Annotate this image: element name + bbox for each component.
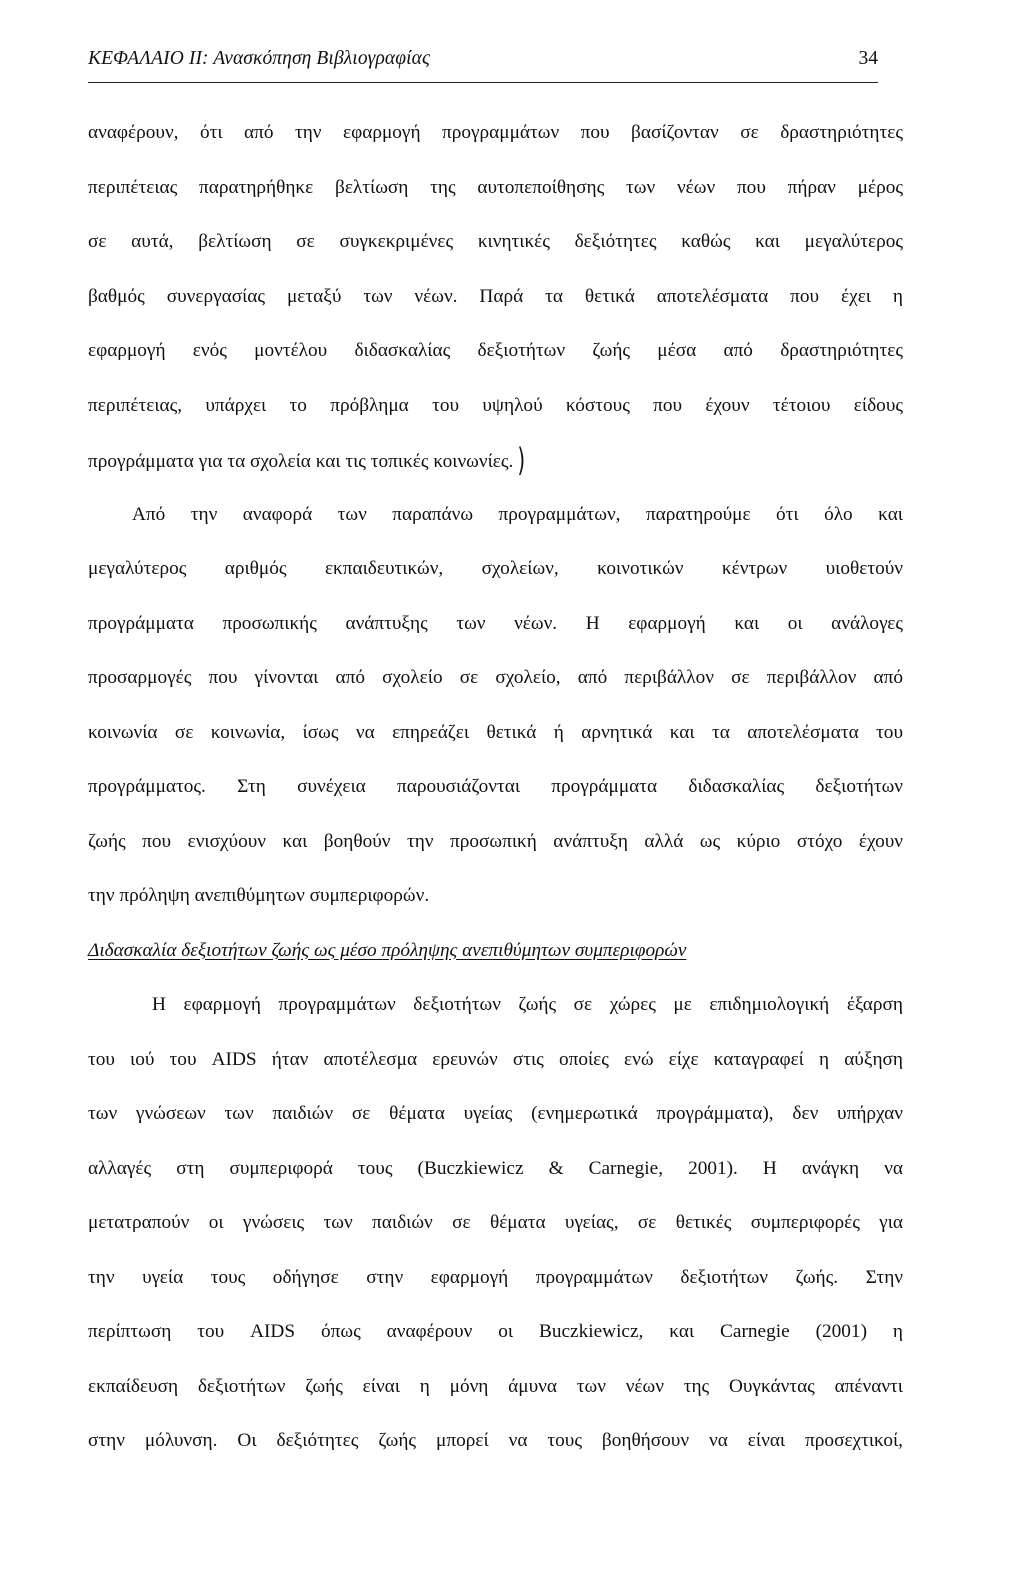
section-subheading: Διδασκαλία δεξιοτήτων ζωής ως μέσο πρόληψης ανεπιθύμητων συμπεριφορών	[88, 939, 687, 961]
handwritten-parenthesis-mark: )	[517, 440, 526, 480]
text-line: κοινωνία σε κοινωνία, ίσως να επηρεάζει θετικά ή αρνητικά και τα αποτελέσματα του	[88, 721, 903, 743]
paragraph-2	[88, 495, 903, 931]
chapter-title: ΚΕΦΑΛΑΙΟ ΙΙ: Ανασκόπηση Βιβλιογραφίας	[88, 48, 431, 69]
text-line: προγράμματος. Στη συνέχεια παρουσιάζονται προγράμματα διδασκαλίας δεξιοτήτων	[88, 776, 903, 797]
paragraph-1	[88, 113, 903, 495]
text-line: εφαρμογή ενός μοντέλου διδασκαλίας δεξιοτήτων ζωής μέσα από δραστηριότητες	[88, 340, 903, 361]
text-line-last	[88, 440, 903, 495]
text-line: περιπέτειας, υπάρχει το πρόβλημα του υψηλού κόστους που έχουν τέτοιου είδους	[88, 394, 903, 416]
text-line: Η εφαρμογή προγραμμάτων δεξιοτήτων ζωής σε χώρες με επιδημιολογική έξαρση	[152, 994, 903, 1015]
text-line: βαθμός συνεργασίας μεταξύ των νέων. Παρά τα θετικά αποτελέσματα που έχει η	[88, 285, 903, 307]
text-line: την υγεία τους οδήγησε στην εφαρμογή προγραμμάτων δεξιοτήτων ζωής. Στην	[88, 1266, 903, 1288]
text-line: ζωής που ενισχύουν και βοηθούν την προσωπική ανάπτυξη αλλά ως κύριο στόχο έχουν	[88, 830, 903, 852]
text-line: την πρόληψη ανεπιθύμητων συμπεριφορών.	[88, 885, 430, 906]
text-line: προσαρμογές που γίνονται από σχολείο σε σχολείο, από περιβάλλον σε περιβάλλον από	[88, 667, 903, 688]
text-line: προγράμματα προσωπικής ανάπτυξης των νέων. Η εφαρμογή και οι ανάλογες	[88, 612, 903, 634]
page-number: 34	[858, 48, 878, 69]
header-divider	[88, 82, 878, 83]
text-line: περιπέτειας παρατηρήθηκε βελτίωση της αυτοπεποίθησης των νέων που πήραν μέρος	[88, 176, 903, 198]
text-line: αναφέρουν, ότι από την εφαρμογή προγραμμάτων που βασίζονταν σε δραστηριότητες	[88, 122, 903, 143]
text-line-content: προγράμματα για τα σχολεία και τις τοπικές κοινωνίες.	[88, 451, 514, 472]
text-line: σε αυτά, βελτίωση σε συγκεκριμένες κινητικές δεξιότητες καθώς και μεγαλύτερος	[88, 231, 903, 252]
text-line: Από την αναφορά των παραπάνω προγραμμάτων, παρατηρούμε ότι όλο και	[132, 503, 903, 525]
document-body	[88, 113, 903, 1476]
text-line: του ιού του AIDS ήταν αποτέλεσμα ερευνών στις οποίες ενώ είχε καταγραφεί η αύξηση	[88, 1048, 903, 1070]
text-line: περίπτωση του AIDS όπως αναφέρουν οι Buczkiewicz, και Carnegie (2001) η	[88, 1321, 903, 1342]
text-line: μετατραπούν οι γνώσεις των παιδιών σε θέματα υγείας, σε θετικές συμπεριφορές για	[88, 1212, 903, 1233]
text-line: στην μόλυνση. Οι δεξιότητες ζωής μπορεί να τους βοηθήσουν να είναι προσεχτικοί,	[88, 1430, 903, 1451]
page-header	[88, 48, 878, 78]
text-line: των γνώσεων των παιδιών σε θέματα υγείας (ενημερωτικά προγράμματα), δεν υπήρχαν	[88, 1103, 903, 1124]
text-line: εκπαίδευση δεξιοτήτων ζωής είναι η μόνη άμυνα των νέων της Ουγκάντας απέναντι	[88, 1375, 903, 1397]
paragraph-3	[88, 985, 903, 1476]
text-line: μεγαλύτερος αριθμός εκπαιδευτικών, σχολείων, κοινοτικών κέντρων υιοθετούν	[88, 558, 903, 579]
text-line: αλλαγές στη συμπεριφορά τους (Buczkiewicz & Carnegie, 2001). Η ανάγκη να	[88, 1157, 903, 1179]
